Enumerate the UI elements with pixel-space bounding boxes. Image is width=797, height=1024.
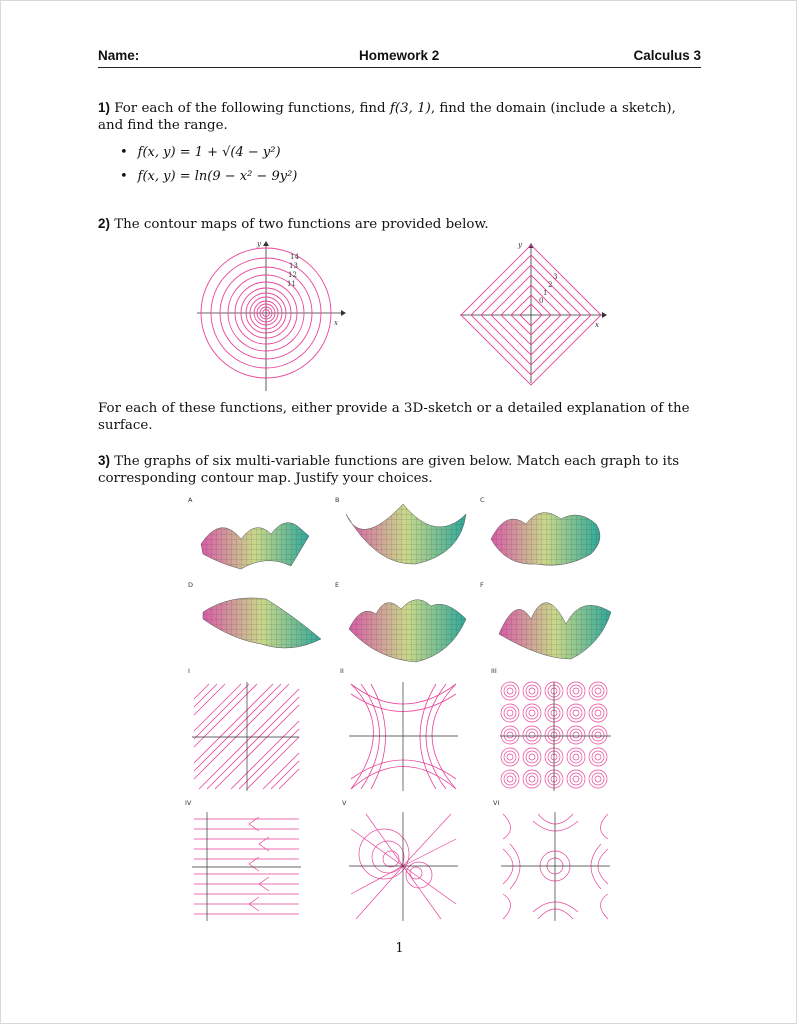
contour-circle [529,688,535,694]
contour-circle [592,751,604,763]
question-1-text [98,99,704,134]
question-1-f31: f(3, 1) [389,101,431,116]
contour-label-iv: IV [185,799,192,807]
contour-circle [570,751,582,763]
question-1-text-b: , find the domain (include a sketch), and find the range. [98,101,676,133]
contour-circle [529,710,535,716]
map2-level-0: 0 [539,297,544,305]
page-header [98,47,701,68]
contour-circle [595,732,601,738]
bullet-function-1: • f(x, y) = 1 + √(4 − y²) [120,141,297,165]
graph-label-b: B [335,496,340,504]
question-3-number: 3) [98,453,110,468]
surface-e [349,600,466,662]
homework-title: Homework 2 [359,48,440,63]
map2-level-1: 1 [543,289,548,297]
page-number: 1 [395,941,404,956]
contour-circle [507,754,513,760]
contour-map-i [189,679,304,794]
contour-circle [592,729,604,741]
question-3-prompt: The graphs of six multi-variable functions are given below. Match each graph to its corresponding contour map. Justify your choices. [98,454,680,486]
contour-circle [570,707,582,719]
contour-circle [526,773,538,785]
map1-level-11: 11 [287,280,296,288]
contour-label-i: I [188,667,190,675]
contour-circle [592,773,604,785]
graph-label-f: F [480,581,484,589]
contour-circle [529,732,535,738]
contour-map-circles [191,237,351,397]
contour-circle [504,685,516,697]
contour-map-iv [189,809,304,924]
contour-circle [504,773,516,785]
contour-circle [573,776,579,782]
contour-label-ii: II [340,667,344,675]
bullet-function-2: • f(x, y) = ln(9 − x² − 9y²) [120,165,297,189]
question-2-prompt: The contour maps of two functions are provided below. [114,217,489,232]
question-1-number: 1) [98,100,110,115]
graph-label-d: D [188,581,194,589]
surface-f [499,603,611,659]
map1-y-axis-label: y [257,240,261,248]
contour-circle [504,751,516,763]
contour-circle [526,685,538,697]
map1-x-axis-label: x [334,319,338,327]
contour-label-vi: VI [493,799,500,807]
contour-map-ii [346,679,461,794]
contour-circle [507,732,513,738]
contour-circle [507,688,513,694]
map2-y-axis-label: y [518,241,522,249]
question-2-number: 2) [98,216,110,231]
surface-d [203,598,321,648]
contour-circle [529,754,535,760]
contour-circle [573,754,579,760]
map1-level-12: 12 [288,271,297,279]
contour-label-iii: III [491,667,497,675]
contour-circle [507,776,513,782]
contour-circle [529,776,535,782]
map2-level-2: 2 [548,281,553,289]
question-1-bullets [120,141,297,189]
graph-label-c: C [480,496,485,504]
contour-circle [504,729,516,741]
contour-circle [526,751,538,763]
contour-circle [570,773,582,785]
surface-graphs [181,494,631,669]
question-1-text-a: For each of the following functions, find [114,101,390,116]
graph-label-e: E [335,581,340,589]
map1-level-13: 13 [289,262,298,270]
contour-map-vi [498,809,613,924]
contour-circle [570,729,582,741]
contour-map-iii [497,679,615,794]
contour-label-v: V [342,799,347,807]
contour-circle [595,776,601,782]
map1-level-14: 14 [290,253,299,261]
map2-level-3: 3 [553,273,558,281]
contour-circle [595,688,601,694]
surface-a [201,523,309,569]
contour-circle [573,732,579,738]
course-name: Calculus 3 [633,48,701,63]
question-3-text [98,452,704,487]
contour-circle [592,685,604,697]
contour-circle [504,707,516,719]
contour-circle [573,710,579,716]
contour-circle [526,729,538,741]
question-2-followup: For each of these functions, either provide a 3D-sketch or a detailed explanation of the surface. [98,401,690,433]
map2-x-axis-label: x [595,321,599,329]
contour-map-diamonds [456,237,616,387]
contour-circle [595,754,601,760]
contour-circle [526,707,538,719]
contour-map-v [346,809,461,924]
contour-circle [570,685,582,697]
name-label: Name: [98,48,140,63]
contour-circle [573,688,579,694]
contour-circle [592,707,604,719]
question-2-text [98,215,704,233]
surface-c [491,513,600,566]
surface-b [346,504,466,564]
contour-circle [507,710,513,716]
graph-label-a: A [188,496,193,504]
contour-circle [595,710,601,716]
